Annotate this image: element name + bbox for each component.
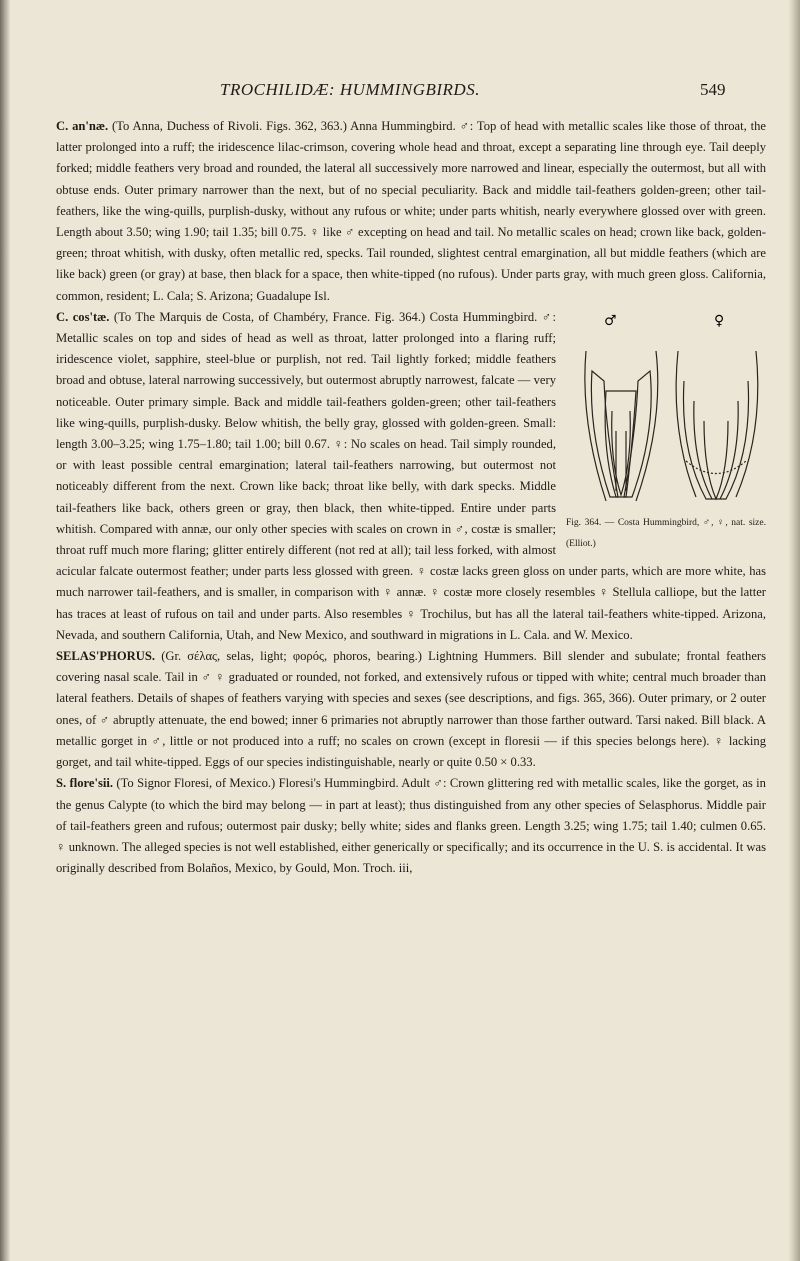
hummingbird-tails-illustration [566, 311, 766, 511]
page-edge-shadow [788, 0, 800, 1261]
male-symbol: ♂ [604, 312, 617, 329]
paragraph-text: (Gr. σέλας, selas, light; φορός, phoros, bearing.) Lightning Hummers. Bill slender and subulate; frontal feathers covering nasal scale. Tail in ♂ ♀ graduated or rounded, not forked, and extensively rufous or tipped with white; central much broader than lateral feathers. Details of shapes of feathers varying with species and sexes (see descriptions, and figs. 365, 366). Outer primary, or 2 outer ones, of ♂ abruptly attenuate, the end bowed; inner 6 primaries not abruptly narrower than those farther outward. Tarsi naked. Bill black. A metallic gorget in ♂, little or not produced into a ruff; no scales on crown (except in floresii — if this species belongs here). ♀ lacking gorget, and tail white-tipped. Eggs of our species indistinguishable, nearly or quite 0.50 × 0.33. [56, 649, 766, 770]
genus-heading: SELAS'PHORUS. [56, 649, 156, 664]
female-symbol: ♀ [714, 312, 725, 329]
paragraph-text: (To Anna, Duchess of Rivoli. Figs. 362, 363.) Anna Hummingbird. ♂: Top of head with metallic scales like those of throat, the latter prolonged into a ruff; the iridescence lilac-crimson, covering whole head and throat, except a separating line through eye. Tail deeply forked; middle feathers very broad and rounded, the lateral all successively more narrowed and linear, especially the outermost, but all with obtuse ends. Outer primary narrower than the next, but of no special peculiarity. Back and middle tail-feathers golden-green; other tail-feathers, like the wing-quills, purplish-dusky, without any rufous or white; under parts whitish, nearly everywhere glossed over with green. Length about 3.50; wing 1.90; tail 1.35; bill 0.75. ♀ like ♂ excepting on head and tail. No metallic scales on head; crown like back, golden-green; throat whitish, with dusky, often metallic red, specks. Tail rounded, slightest central emargination, all but middle feathers (which are like back) green (or gray) at base, then black for a space, then white-tipped (no rufous). Under parts gray, with much green gloss. California, common, resident; L. Cala; S. Arizona; Guadalupe Isl. [56, 119, 766, 303]
paragraph-text: (To The Marquis de Costa, of Chambéry, France. Fig. 364.) Costa Hummingbird. ♂: Metallic scales on top and sides of head as well as throat, latter prolonged into a flaring ruff; iridescence violet, sapphire, steel-blue or purplish, not red. Tail lightly forked; middle feathers broad and obtuse, lateral narrowing successively, but outermost abruptly narrowest, falcate — very noticeable. Outer primary simple. Back and middle tail-feathers golden-green; other tail-feathers like wing-quills, purplish-dusky. Below whitish, the belly gray, glossed with golden-green. Small: length 3.00–3.25; wing 1.75–1.80; tail 1.00; bill 0.67. ♀: No scales on head. Tail simply rounded, or with least possible central emargination; lateral tail-feathers narrowing, but outermost not noticeably different from the next. Crown like back; throat like belly, with dark specks. Middle tail-feathers like back, others green or gray, then black, then white-tipped. Entire under parts whitish. Compared with annæ, our only other species with scales on crown in ♂, costæ is smaller; throat ruff much more flaring; glitter entirely different (not red at all); tail less forked, with almost acicular falcate outermost feather; under parts less glossed with green. ♀ costæ lacks green gloss on under parts, which are more white, has much narrower tail-feathers, and is smaller, in comparison with ♀ annæ. ♀ costæ more closely resembles ♀ Stellula calliope, but the latter has traces at least of rufous on tail and under parts. Also resembles ♀ Trochilus, but has all the lateral tail-feathers white-tipped. Arizona, Nevada, and southern California, Utah, and New Mexico, and southward in migrations in L. Cala. and W. Mexico. [56, 309, 766, 642]
body-text [56, 116, 766, 879]
paragraph-anna [56, 116, 766, 307]
paragraph-selasphorus [56, 646, 766, 773]
figure-caption: Fig. 364. — Costa Hummingbird, ♂, ♀, nat. size. (Elliot.) [566, 517, 766, 550]
paragraph-floresii [56, 773, 766, 879]
paragraph-costa [56, 307, 766, 646]
species-heading: S. flore'sii. [56, 776, 114, 791]
running-head: TROCHILIDÆ: HUMMINGBIRDS. [220, 80, 480, 99]
page-gutter-shadow [0, 0, 10, 1261]
paragraph-text: (To Signor Floresi, of Mexico.) Floresi's Hummingbird. Adult ♂: Crown glittering red with metallic scales, like the gorget, as in the genus Calypte (to which the bird may belong — in part at least); thus distinguished from any other species of Selasphorus. Middle pair of tail-feathers green and rufous; outermost pair dusky; belly white; sides and flanks green. Length 3.25; wing 1.75; tail 1.40; culmen 0.65. ♀ unknown. The alleged species is not well established, either generically or specifically; and its occurrence in the U. S. is accidental. It was originally described from Bolaños, Mexico, by Gould, Mon. Troch. iii, [56, 776, 766, 876]
page-number: 549 [700, 80, 726, 99]
species-heading: C. cos'tæ. [56, 309, 110, 324]
male-tail-drawing [585, 351, 658, 501]
figure-costa-hummingbird [566, 311, 766, 553]
female-tail-drawing [676, 351, 758, 499]
species-heading: C. an'næ. [56, 119, 109, 133]
